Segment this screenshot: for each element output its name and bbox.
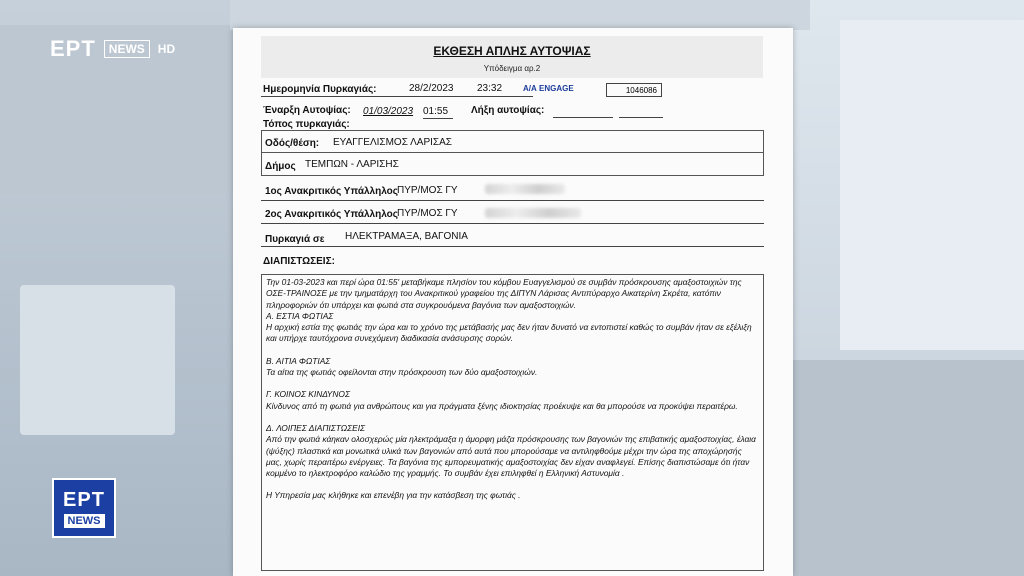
- fire-time: 23:32: [477, 83, 503, 94]
- officer2-underline: [261, 223, 764, 224]
- title-box: [261, 36, 763, 78]
- logo-news: NEWS: [104, 40, 150, 58]
- findings-intro: Την 01-03-2023 και περί ώρα 01:55' μεταβήκαμε πλησίον του κόμβου Ευαγγελισμού σε συμβάν πρόσκρουσης αμαξοστοιχιών της ΟΣΕ-ΤΡΑΙΝΟΣΕ με την τμηματάρχη του Ανακριτικού γραφείου της ΔΙΠΥΝ Λάρισας Αντιπύραρχο Αικατερίνη Σκρέτα, κατόπιν πληροφοριών ότι υπάρχει και φωτιά στα συγκρουόμενα βαγόνια των αμαξοστοιχιών.: [266, 277, 742, 310]
- section-b-title: Β. ΑΙΤΙΑ ΦΩΤΙΑΣ: [266, 355, 331, 366]
- section-c-text: Κίνδυνος από τη φωτιά για ανθρώπους και για πράγματα ξένης ιδιοκτησίας προέκυψε και θα μπορούσε να προκύψει περαιτέρω.: [266, 400, 738, 411]
- fire-in-underline: [261, 246, 764, 247]
- section-d-text: Από την φωτιά κάηκαν ολοσχερώς μία ηλεκτράμαξα η άμορφη μάζα πρόσκρουσης των βαγονιών της επιβατικής αμαξοστοιχίας, έλαια (ψύξης) πλαστικά και μονωτικά υλικά των βαγονιών από αυτά που μπορούσαμε να αντιληφθούμε μέχρι την ώρα της αποχώρησής μας, χωρίς περαιτέρω ενέργειες. Τα βαγόνια της εμπορευματικής αμαξοστοιχίας δεν είχαν αναφλεγεί. Επίσης διαπιστώσαμε ότι ήταν κομμένο το ηλεκτροφόρο καλώδιο της γραμμής. Το συμβάν έχει επιληφθεί η Ελληνική Αστυνομία .: [266, 434, 756, 479]
- start-time-underline: [423, 118, 453, 119]
- end-date-underline: [553, 117, 613, 118]
- logo-news: NEWS: [64, 514, 105, 528]
- fire-date-label: Ημερομηνία Πυρκαγιάς:: [263, 84, 377, 95]
- aa-engage-label: Α/Α ENGAGE: [523, 84, 574, 93]
- findings-box: [261, 274, 764, 571]
- logo-hd: HD: [157, 42, 176, 56]
- municipality-label: Δήμος: [265, 161, 296, 172]
- fire-in-label: Πυρκαγιά σε: [265, 234, 325, 245]
- report-document: [233, 28, 793, 576]
- section-a-title: Α. ΕΣΤΙΑ ΦΩΤΙΑΣ: [266, 310, 334, 321]
- fire-date-underline: [261, 96, 533, 97]
- ert-news-corner-logo: [52, 478, 116, 538]
- ert-news-hd-logo: [50, 36, 175, 62]
- section-c-title: Γ. ΚΟΙΝΟΣ ΚΙΝΔΥΝΟΣ: [266, 389, 350, 400]
- logo-brand: ΕΡΤ: [50, 36, 96, 61]
- officer2-label: 2ος Ανακριτικός Υπάλληλος: [265, 209, 398, 220]
- section-b-text: Τα αίτια της φωτιάς οφείλονται στην πρόσκρουση των δύο αμαξοστοιχιών.: [266, 367, 538, 378]
- fire-in-value: ΗΛΕΚΤΡΑΜΑΞΑ, ΒΑΓΟΝΙΑ: [345, 231, 468, 242]
- fire-date: 28/2/2023: [409, 83, 454, 94]
- officer1-rank: ΠΥΡ/ΜΟΣ ΓΥ: [397, 185, 458, 196]
- end-label: Λήξη αυτοψίας:: [471, 105, 545, 116]
- street-value: ΕΥΑΓΓΕΛΙΣΜΟΣ ΛΑΡΙΣΑΣ: [333, 137, 452, 148]
- start-label: Έναρξη Αυτοψίας:: [263, 105, 351, 116]
- report-title: ΕΚΘΕΣΗ ΑΠΛΗΣ ΑΥΤΟΨΙΑΣ: [433, 44, 591, 58]
- findings-label: ΔΙΑΠΙΣΤΩΣΕΙΣ:: [263, 256, 335, 267]
- background-panel: [20, 285, 175, 435]
- municipality-value: ΤΕΜΠΩΝ - ΛΑΡΙΣΗΣ: [305, 159, 399, 170]
- section-d-title: Δ. ΛΟΙΠΕΣ ΔΙΑΠΙΣΤΩΣΕΙΣ: [266, 422, 366, 433]
- location-label: Τόπος πυρκαγιάς:: [263, 119, 350, 130]
- findings-closing: Η Υπηρεσία μας κλήθηκε και επενέβη για την κατάσβεση της φωτιάς .: [266, 490, 521, 501]
- aa-number: 1046086: [606, 83, 662, 97]
- start-date: 01/03/2023: [363, 106, 414, 117]
- report-subtitle: Υπόδειγμα αρ.2: [483, 64, 541, 73]
- background-panel: [230, 0, 810, 30]
- officer1-label: 1ος Ανακριτικός Υπάλληλος: [265, 186, 398, 197]
- officer2-rank: ΠΥΡ/ΜΟΣ ΓΥ: [397, 208, 458, 219]
- background-panel: [840, 20, 1024, 350]
- background-panel: [790, 360, 1024, 576]
- officer1-underline: [261, 200, 764, 201]
- redacted-name: [485, 208, 581, 218]
- logo-brand: ΕΡΤ: [63, 488, 105, 511]
- location-divider: [261, 152, 764, 153]
- street-label: Οδός/θέση:: [265, 138, 320, 149]
- end-time-underline: [619, 117, 663, 118]
- start-time: 01:55: [423, 106, 449, 117]
- section-a-text: Η αρχική εστία της φωτιάς την ώρα και το χρόνο της μετάβασής μας δεν ήταν δυνατό να εντοπιστεί καθώς το συμβάν ήταν σε εξέλιξη και υπήρχε ταυτόχρονα συνεχόμενη διαδικασία ανάσυρσης σορών.: [266, 322, 752, 344]
- redacted-name: [485, 184, 565, 194]
